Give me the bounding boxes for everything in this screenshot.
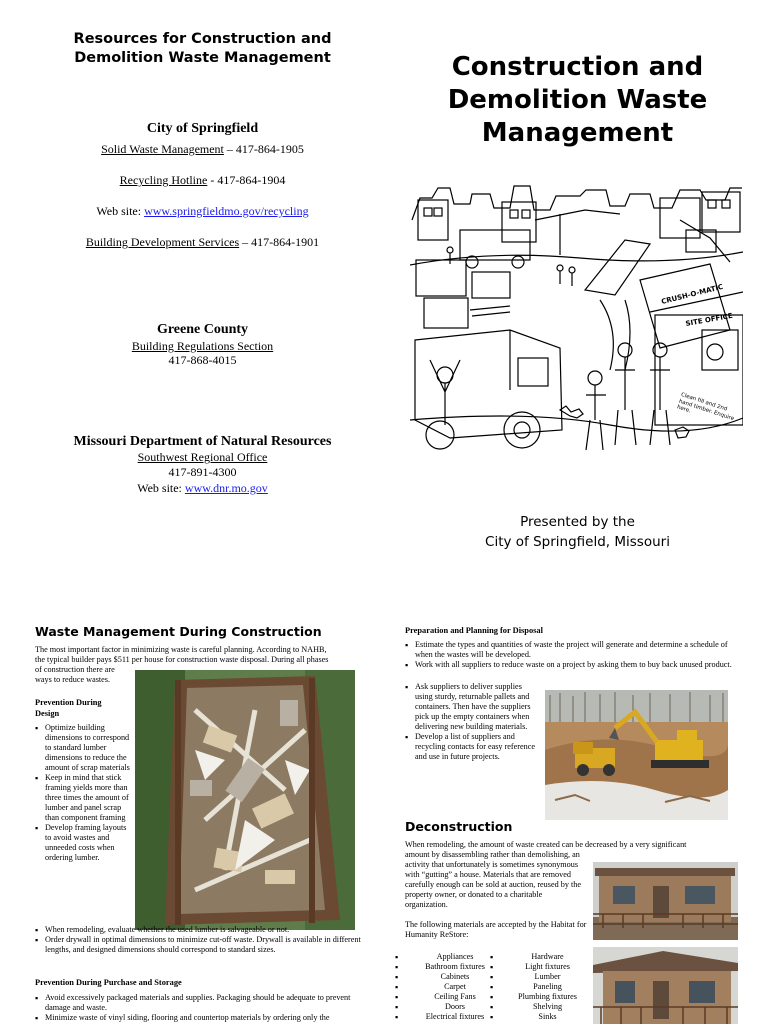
restore-material-item: ▪ Hardware [500, 952, 595, 962]
recycling-phone: - 417-864-1904 [207, 173, 286, 187]
clean-fill-sign: Clean fill and 2nd hand timber. Enquire here. [676, 392, 735, 422]
dnr-office: Southwest Regional Office [137, 450, 268, 464]
dumpster-debris-image [135, 670, 355, 930]
deconstruction-para1b: amount by disassembling rather than demolishing, an activity that unfortunately is sometimes synonymous with “gutting” a house. Materials that are removed carefully enough can be sold at auction, reused by the property owner, or donated to a charitable organization. [405, 850, 581, 909]
restore-material-item: ▪ Lumber [500, 972, 595, 982]
prep-list-wide [405, 640, 745, 670]
site-office-sign: SITE OFFICE [684, 311, 734, 328]
restore-material-item: ▪ Light fixtures [500, 962, 595, 972]
presented-line1: Presented by the [520, 514, 635, 530]
waste-section-title: Waste Management During Construction [35, 624, 322, 639]
county-phone: 417-868-4015 [168, 353, 237, 367]
design-list-narrow [35, 723, 133, 863]
resources-heading-line2: Demolition Waste Management [74, 50, 331, 66]
building-phone: – 417-864-1901 [239, 235, 320, 249]
restore-material-item: ▪ Shelving [500, 1002, 595, 1012]
excavator-image [545, 690, 728, 820]
cover-title [405, 51, 750, 150]
prep-item: ▪ Work with all suppliers to reduce waste on a project by asking them to buy back unused product. [415, 660, 745, 670]
restore-material-item: ▪ Bathroom fixtures [405, 962, 505, 972]
purchase-item: ▪ Minimize waste of vinyl siding, flooring and countertop materials by ordering only the [45, 1013, 370, 1023]
resources-heading-line1: Resources for Construction and [73, 31, 332, 47]
purchase-heading: Prevention During Purchase and Storage [35, 978, 182, 987]
resources-heading [40, 30, 365, 68]
construction-site-drawing [410, 180, 743, 465]
purchase-item: ▪ Avoid excessively packaged materials and supplies. Packaging should be adequate to prevent damage and waste. [45, 993, 370, 1013]
restore-material-item: ▪ Cabinets [405, 972, 505, 982]
solid-waste-label: Solid Waste Management [101, 142, 224, 156]
design-item: ▪ Order drywall in optimal dimensions to minimize cut-off waste. Drywall is available in different lengths, and designed dimensions should correspond to standard sizes. [45, 935, 370, 955]
recycling-label: Recycling Hotline [119, 173, 208, 187]
dnr-contacts [20, 434, 385, 496]
restore-material-item: ▪ Electrical fixtures [405, 1012, 505, 1022]
city-website-link[interactable]: www.springfieldmo.gov/recycling [144, 204, 309, 218]
prep-item: ▪ Estimate the types and quantities of waste the project will generate and determine a schedule of when the wastes will be developed. [415, 640, 745, 660]
dnr-website-line [20, 481, 385, 496]
design-list-wide [35, 925, 370, 955]
design-item: ▪ When remodeling, evaluate whether the used lumber is salvageable or not. [45, 925, 370, 935]
restore-material-item: ▪ Ceiling Fans [405, 992, 505, 1002]
restore-material-item: ▪ Paneling [500, 982, 595, 992]
cover-title-line3: Management [481, 118, 674, 148]
recycling-line [40, 172, 365, 188]
prep-heading: Preparation and Planning for Disposal [405, 626, 543, 635]
cover-title-line2: Demolition Waste [447, 85, 708, 115]
design-heading: Prevention During Design [35, 698, 102, 718]
waste-intro-line1: The most important factor in minimizing waste is careful planning. According to NAHB, [35, 645, 327, 654]
prep-item: ▪ Ask suppliers to deliver supplies using sturdy, returnable pallets and containers. Then have the suppliers pick up the empty containers when delivering new building materials. [415, 682, 537, 732]
city-website-label: Web site: [96, 204, 145, 218]
deconstruction-para1a: When remodeling, the amount of waste created can be decreased by a very significant [405, 840, 687, 849]
solid-waste-line [40, 141, 365, 157]
modular-building-photo-2 [593, 947, 738, 1024]
solid-waste-phone: – 417-864-1905 [223, 142, 304, 156]
city-title: City of Springfield [146, 121, 259, 136]
modular-building-image-2 [593, 947, 738, 1024]
presented-by [405, 512, 750, 552]
dnr-website-link[interactable]: www.dnr.mo.gov [184, 481, 268, 495]
modular-building-photo-1 [593, 862, 738, 940]
building-line [40, 234, 365, 250]
dnr-phone: 417-891-4300 [168, 465, 237, 479]
building-label: Building Development Services [85, 235, 240, 249]
purchase-list [35, 993, 370, 1023]
county-title: Greene County [156, 322, 249, 337]
crusher-sign: CRUSH-O-MATIC [660, 282, 724, 306]
modular-building-image-1 [593, 862, 738, 940]
prep-item: ▪ Develop a list of suppliers and recycling contacts for easy reference and use in future projects. [415, 732, 537, 762]
prep-list-narrow [405, 682, 537, 762]
design-item: ▪ Keep in mind that stick framing yields more than three times the amount of lumber and panel scrap than component framing [45, 773, 133, 823]
restore-material-item: ▪ Plumbing fixtures [500, 992, 595, 1002]
cover-title-line1: Construction and [451, 52, 704, 82]
dumpster-debris-photo [135, 670, 355, 930]
deconstruction-para2: The following materials are accepted by the Habitat for Humanity ReStore: [405, 920, 587, 939]
excavator-photo [545, 690, 728, 820]
waste-intro-line4: ways to reduce wastes. [35, 675, 111, 684]
restore-material-item: ▪ Doors [405, 1002, 505, 1012]
restore-materials-col2 [500, 952, 595, 1022]
county-contacts [40, 323, 365, 367]
dnr-website-label: Web site: [137, 481, 185, 495]
presented-line2: City of Springfield, Missouri [485, 534, 670, 550]
restore-material-item: ▪ Appliances [405, 952, 505, 962]
restore-material-item: ▪ Sinks [500, 1012, 595, 1022]
deconstruction-title: Deconstruction [405, 819, 513, 834]
city-contacts [40, 121, 365, 250]
design-item: ▪ Optimize building dimensions to correspond to standard lumber dimensions to reduce the amount of scrap materials [45, 723, 133, 773]
county-section: Building Regulations Section [131, 339, 274, 353]
city-website-line [40, 203, 365, 219]
waste-intro-line3: of construction there are [35, 665, 115, 674]
restore-material-item: ▪ Carpet [405, 982, 505, 992]
construction-site-illustration [410, 180, 743, 465]
waste-intro-line2: the typical builder pays $511 per house for construction waste disposal. During all phases [35, 655, 329, 664]
dnr-title: Missouri Department of Natural Resources [73, 434, 332, 449]
design-item: ▪ Develop framing layouts to avoid wastes and unneeded costs when ordering lumber. [45, 823, 133, 863]
